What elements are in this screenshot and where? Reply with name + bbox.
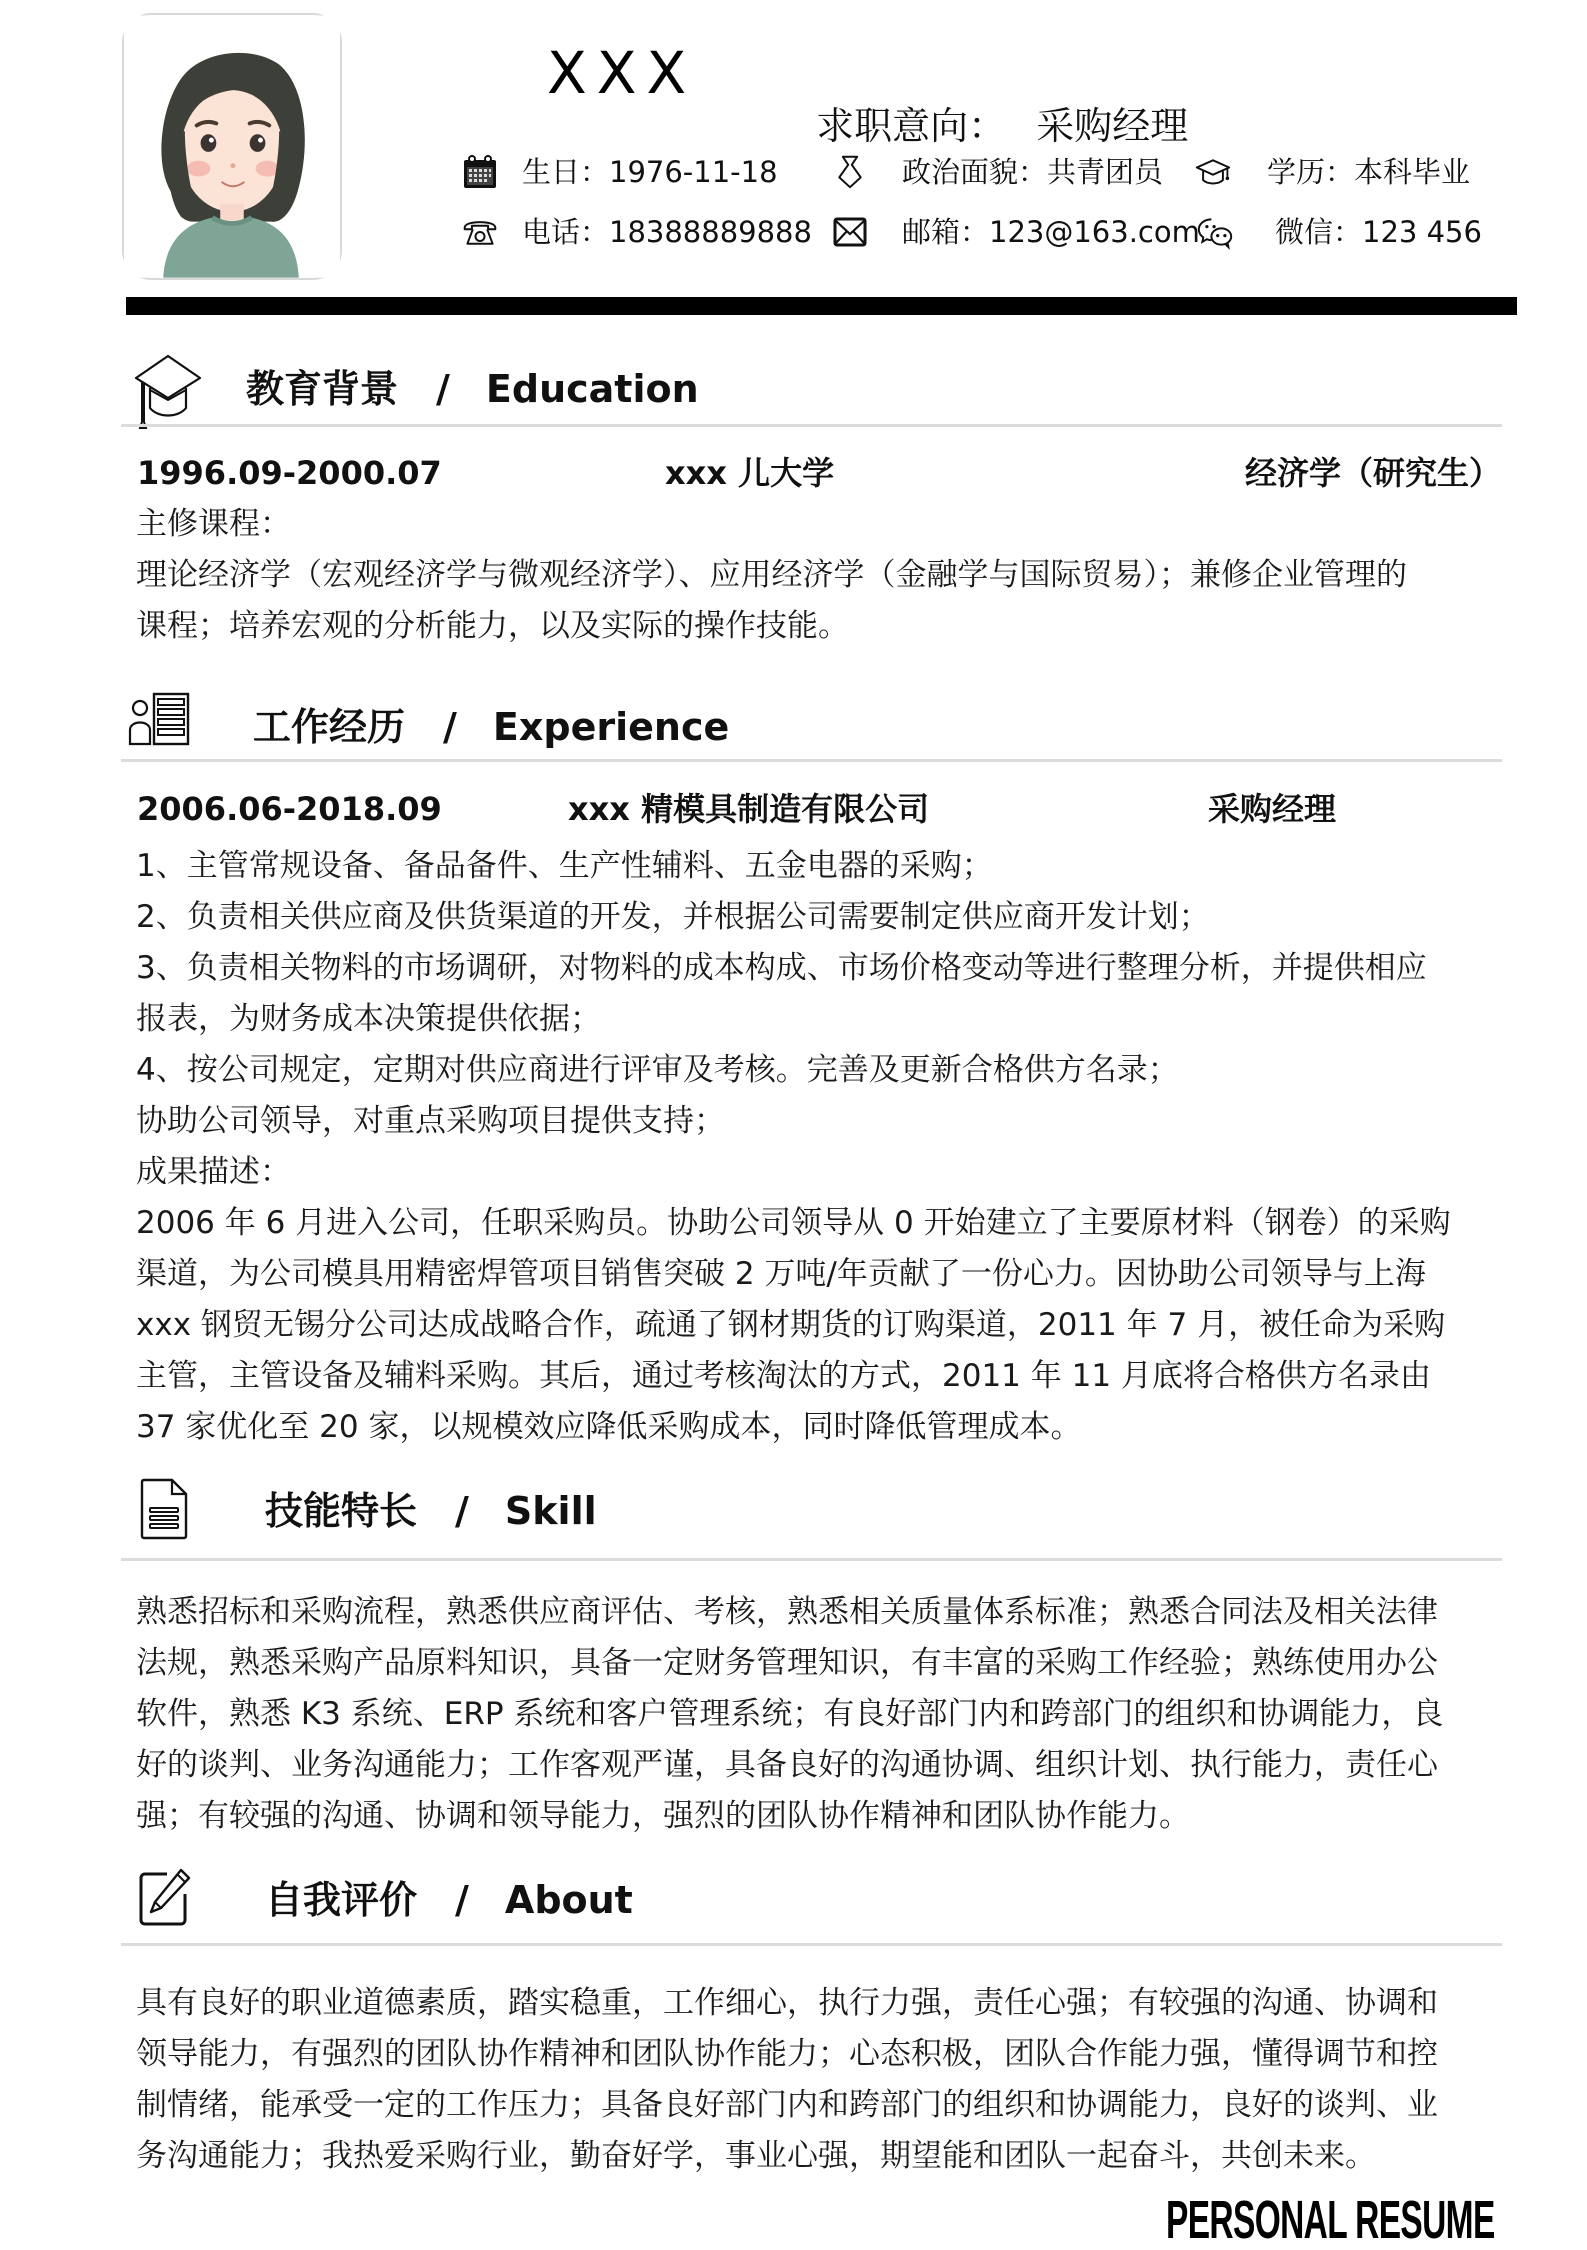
- political-status-text: 政治面貌：共青团员: [902, 155, 1164, 189]
- text-line: 3、负责相关物料的市场调研，对物料的成本构成、市场价格变动等进行整理分析，并提供相应: [136, 950, 1427, 986]
- text-line: 报表，为财务成本决策提供依据；: [136, 1001, 601, 1037]
- section-title-en: Experience: [492, 705, 730, 749]
- info-phone: [460, 212, 812, 252]
- text-line: 课程；培养宏观的分析能力，以及实际的操作技能。: [136, 608, 849, 644]
- header-divider-bar: [126, 297, 1517, 315]
- title-slash: /: [455, 1489, 469, 1533]
- title-slash: /: [455, 1878, 469, 1922]
- section-title-cn: 教育背景: [246, 367, 399, 411]
- text-line: 软件，熟悉 K3 系统、ERP 系统和客户管理系统；有良好部门内和跨部门的组织和协调能力，良: [136, 1696, 1444, 1732]
- text-line: 理论经济学（宏观经济学与微观经济学）、应用经济学（金融学与国际贸易）；兼修企业管理的: [136, 557, 1407, 593]
- wechat-text[interactable]: 微信：123 456: [1275, 215, 1482, 249]
- text-line: 成果描述：: [136, 1154, 291, 1190]
- experience-date: 2006.06-2018.09: [137, 790, 442, 828]
- section-title-about: [265, 1876, 633, 1924]
- text-line: 熟悉招标和采购流程，熟悉供应商评估、考核，熟悉相关质量体系标准；熟悉合同法及相关法律: [136, 1594, 1438, 1630]
- text-line: 制情绪，能承受一定的工作压力；具备良好部门内和跨部门的组织和协调能力，良好的谈判、业: [136, 2087, 1438, 2123]
- text-line: 主修课程：: [136, 506, 291, 542]
- text-line: 具有良好的职业道德素质，踏实稳重，工作细心，执行力强，责任心强；有较强的沟通、协调和: [136, 1985, 1438, 2021]
- text-line: 法规，熟悉采购产品原料知识，具备一定财务管理知识，有丰富的采购工作经验；熟练使用办公: [136, 1645, 1438, 1681]
- email-text[interactable]: 邮箱：123@163.com: [902, 215, 1200, 249]
- section-title-en: Education: [485, 367, 699, 411]
- job-intention-value: 采购经理: [1036, 104, 1189, 148]
- about-description: [136, 1978, 1486, 2174]
- document-icon: [140, 1478, 188, 1540]
- section-divider: [121, 1558, 1502, 1561]
- section-title-en: About: [504, 1878, 633, 1922]
- education-description: [136, 499, 1486, 652]
- phone-text[interactable]: 电话：18388889888: [522, 215, 812, 249]
- section-divider: [121, 759, 1502, 762]
- section-title-skill: [265, 1487, 597, 1535]
- profile-photo: [122, 13, 342, 280]
- education-school: xxx 儿大学: [665, 454, 835, 492]
- info-birthday: [460, 152, 778, 192]
- education-degree: 经济学（研究生）: [1245, 454, 1502, 492]
- info-political-status: [830, 152, 1163, 192]
- text-line: 主管，主管设备及辅料采购。其后，通过考核淘汰的方式，2011 年 11 月底将合格供方名录由: [136, 1358, 1431, 1394]
- job-intention: [792, 54, 1188, 150]
- text-line: xxx 钢贸无锡分公司达成战略合作，疏通了钢材期货的订购渠道，2011 年 7 月，被任命为采购: [136, 1307, 1446, 1343]
- section-title-cn: 自我评价: [265, 1878, 418, 1922]
- section-title-experience: [253, 703, 729, 751]
- telephone-icon: [460, 215, 500, 249]
- info-wechat: [1195, 212, 1482, 252]
- skill-description: [136, 1587, 1486, 1842]
- text-line: 1、主管常规设备、备品备件、生产性辅料、五金电器的采购；: [136, 848, 993, 884]
- job-intention-label: 求职意向：: [816, 104, 1007, 148]
- education-date: 1996.09-2000.07: [137, 454, 442, 492]
- edit-pencil-icon: [137, 1866, 193, 1928]
- text-line: 务沟通能力；我热爱采购行业，勤奋好学，事业心强，期望能和团队一起奋斗，共创未来。: [136, 2138, 1376, 2174]
- resume-list-icon: [128, 692, 190, 746]
- education-level-text: 学历：本科毕业: [1267, 155, 1471, 189]
- text-line: 2、负责相关供应商及供货渠道的开发，并根据公司需要制定供应商开发计划；: [136, 899, 1210, 935]
- text-line: 领导能力，有强烈的团队协作精神和团队协作能力；心态积极，团队合作能力强，懂得调节和控: [136, 2036, 1438, 2072]
- section-divider: [121, 424, 1502, 427]
- section-divider: [121, 1943, 1502, 1946]
- experience-company: xxx 精模具制造有限公司: [568, 790, 930, 828]
- wechat-icon: [1195, 215, 1235, 249]
- text-line: 渠道，为公司模具用精密焊管项目销售突破 2 万吨/年贡献了一份心力。因协助公司领导与上海: [136, 1256, 1426, 1292]
- info-email: [830, 212, 1200, 252]
- text-line: 强；有较强的沟通、协调和领导能力，强烈的团队协作精神和团队协作能力。: [136, 1798, 1190, 1834]
- experience-role: 采购经理: [1208, 790, 1337, 828]
- section-title-en: Skill: [504, 1489, 597, 1533]
- text-line: 好的谈判、业务沟通能力；工作客观严谨，具备良好的沟通协调、组织计划、执行能力，责任心: [136, 1747, 1438, 1783]
- text-line: 4、按公司规定，定期对供应商进行评审及考核。完善及更新合格供方名录；: [136, 1052, 1179, 1088]
- title-slash: /: [443, 705, 457, 749]
- title-slash: /: [436, 367, 450, 411]
- birthday-text: 生日：1976-11-18: [522, 155, 778, 189]
- envelope-icon: [830, 215, 870, 249]
- info-education-level: [1193, 152, 1470, 192]
- text-line: 2006 年 6 月进入公司，任职采购员。协助公司领导从 0 开始建立了主要原材料（钢卷）的采购: [136, 1205, 1451, 1241]
- text-line: 协助公司领导，对重点采购项目提供支持；: [136, 1103, 725, 1139]
- calendar-icon: [460, 155, 500, 189]
- experience-description: [136, 841, 1486, 1453]
- graduation-cap-icon: [1193, 155, 1233, 189]
- candidate-name: XXX: [547, 39, 697, 107]
- text-line: 37 家优化至 20 家，以规模效应降低采购成本，同时降低管理成本。: [136, 1409, 1082, 1445]
- graduation-cap-icon: [132, 352, 204, 430]
- personal-resume-watermark: PERSONAL RESUME: [1166, 2190, 1495, 2250]
- cartoon-avatar-illustration: [124, 15, 340, 278]
- tie-icon: [830, 155, 870, 189]
- section-title-cn: 技能特长: [265, 1489, 418, 1533]
- section-title-education: [246, 365, 699, 413]
- section-title-cn: 工作经历: [253, 705, 406, 749]
